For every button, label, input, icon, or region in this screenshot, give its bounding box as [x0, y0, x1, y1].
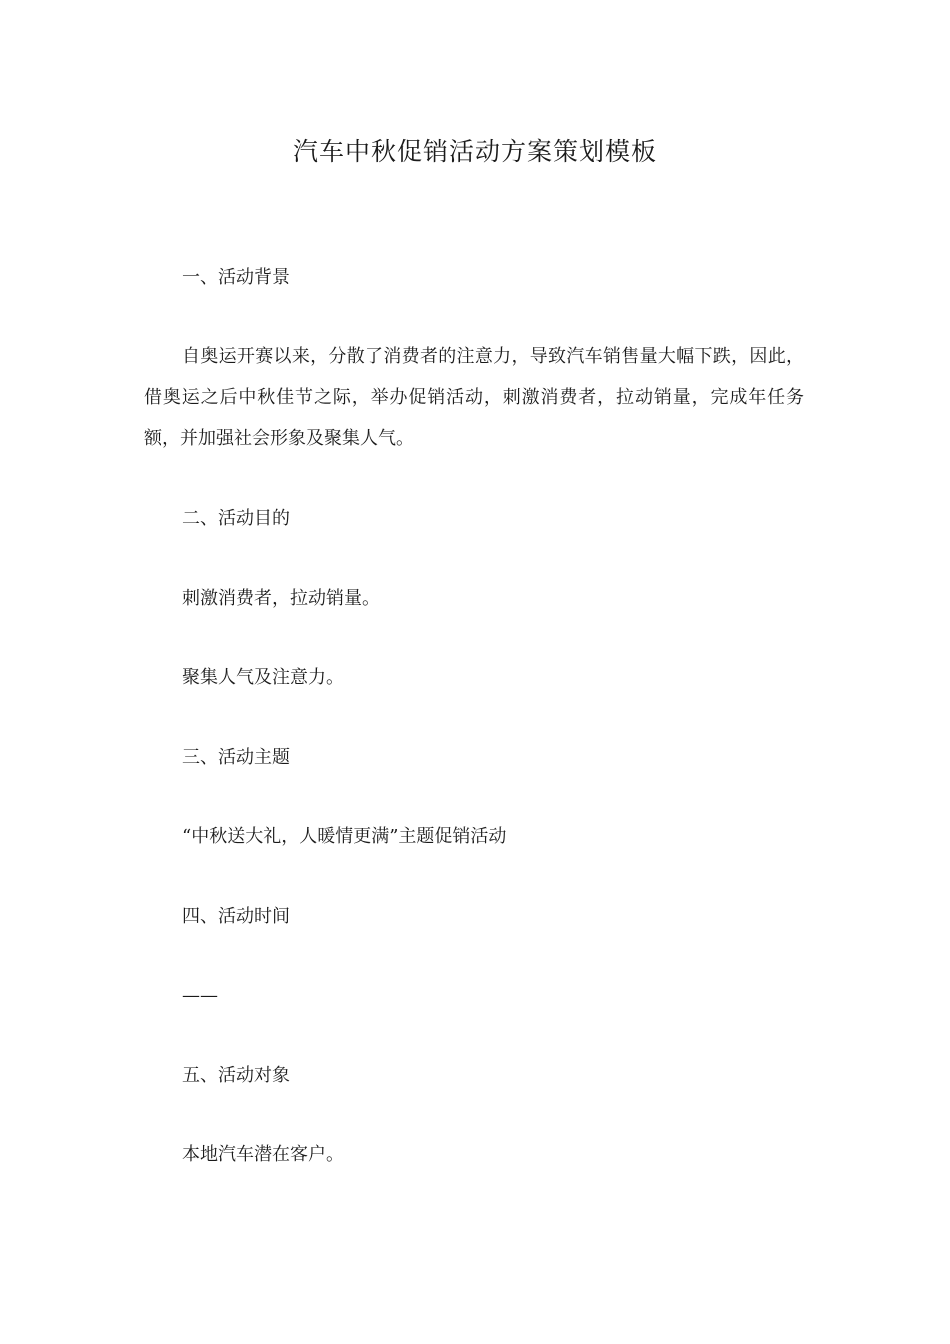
purpose-line-1: 刺激消费者，拉动销量。 [182, 588, 380, 609]
section-heading-purpose: 二、活动目的 [182, 508, 290, 529]
section-heading-theme: 三、活动主题 [182, 747, 290, 768]
section-body-background: 自奥运开赛以来，分散了消费者的注意力，导致汽车销售量大幅下跌，因此，借奥运之后中秋佳节之际，举办促销活动，刺激消费者，拉动销量，完成年任务额，并加强社会形象及聚集人气。 [144, 346, 804, 449]
section-heading-audience: 五、活动对象 [182, 1065, 290, 1086]
audience-line: 本地汽车潜在客户。 [182, 1144, 344, 1165]
theme-line: “中秋送大礼，人暖情更满”主题促销活动 [182, 826, 507, 847]
purpose-line-2: 聚集人气及注意力。 [182, 667, 344, 688]
section-heading-time: 四、活动时间 [182, 906, 290, 927]
section-heading-background: 一、活动背景 [182, 267, 290, 288]
time-line: —— [182, 985, 218, 1006]
page-title: 汽车中秋促销活动方案策划模板 [292, 137, 657, 166]
